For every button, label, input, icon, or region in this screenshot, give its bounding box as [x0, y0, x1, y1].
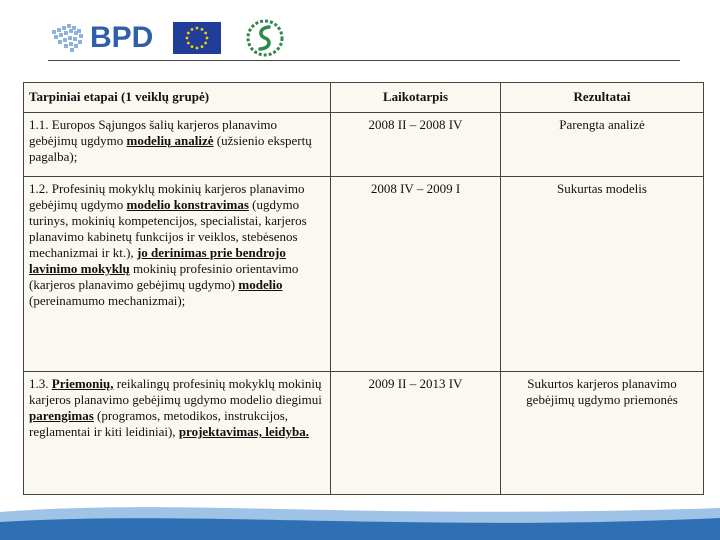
stage-text-emphasis: modelių analizė	[126, 133, 214, 148]
period-cell: 2008 IV – 2009 I	[331, 177, 501, 372]
bpd-map-icon	[50, 20, 88, 56]
stage-text: 1.3.	[29, 376, 52, 391]
eu-star-icon	[191, 45, 194, 48]
eu-star-icon	[201, 45, 204, 48]
table-row	[24, 113, 704, 177]
table-header-row	[24, 83, 704, 113]
header-period: Laikotarpis	[331, 83, 501, 113]
result-cell: Sukurtos karjeros planavimo gebėjimų ugdymo priemonės	[501, 372, 704, 495]
stage-text: 1.1. Europos Sąjungos šalių karjeros planavimo gebėjimų ugdymo	[29, 117, 278, 148]
esf-emblem-icon	[241, 18, 289, 58]
period-cell: 2008 II – 2008 IV	[331, 113, 501, 177]
period-cell: 2009 II – 2013 IV	[331, 372, 501, 495]
bpd-logo-text: BPD	[90, 21, 154, 54]
stage-text: (programos, metodikos, instrukcijos, reglamentai ir kiti leidiniai),	[29, 408, 289, 439]
table-row	[24, 177, 704, 372]
result-cell: Sukurtas modelis	[501, 177, 704, 372]
stage-text: (pereinamumo mechanizmai);	[29, 293, 186, 308]
stages-table	[23, 82, 704, 495]
eu-star-icon	[201, 28, 204, 31]
stage-text-emphasis: projektavimas, leidyba.	[178, 424, 309, 439]
header-results: Rezultatai	[501, 83, 704, 113]
eu-star-icon	[196, 27, 199, 30]
stage-text: 1.2. Profesinių mokyklų mokinių karjeros planavimo gebėjimų ugdymo	[29, 181, 305, 212]
stage-cell	[24, 113, 331, 177]
eu-flag-icon	[173, 22, 221, 54]
stage-text-emphasis: jo derinimas prie bendrojo lavinimo mokyklų	[29, 245, 286, 276]
stage-text-emphasis: modelio konstravimas	[126, 197, 249, 212]
eu-star-icon	[187, 32, 190, 35]
table-row	[24, 372, 704, 495]
footer-wave-decoration	[0, 490, 720, 540]
stage-text: reikalingų profesinių mokyklų mokinių karjeros planavimo gebėjimų ugdymo modelio diegimui	[29, 376, 322, 407]
result-cell: Parengta analizė	[501, 113, 704, 177]
stage-cell	[24, 372, 331, 495]
eu-star-icon	[205, 32, 208, 35]
header-stages: Tarpiniai etapai (1 veiklų grupė)	[24, 83, 331, 113]
header-divider	[48, 60, 680, 61]
stage-text: (užsienio ekspertų pagalba);	[29, 133, 312, 164]
stage-text-emphasis: parengimas	[29, 408, 94, 423]
eu-star-icon	[187, 42, 190, 45]
eu-star-icon	[191, 28, 194, 31]
stage-text: mokinių profesinio orientavimo (karjeros planavimo gebėjimų ugdymo)	[29, 261, 299, 292]
stage-text-emphasis: Priemonių,	[51, 376, 114, 391]
eu-star-icon	[186, 37, 189, 40]
eu-star-icon	[196, 47, 199, 50]
stage-text-emphasis: modelio	[238, 277, 283, 292]
eu-star-icon	[205, 42, 208, 45]
stage-cell	[24, 177, 331, 372]
logo-bar	[50, 14, 289, 62]
stage-text: (ugdymo turinys, mokinių kompetencijos, specialistai, karjeros planavimo kabinetų funkcijos ir veiklos, stebėsenos mechanizmai ir kt.),	[29, 197, 307, 260]
bpd-logo	[50, 20, 153, 56]
eu-star-icon	[206, 37, 209, 40]
